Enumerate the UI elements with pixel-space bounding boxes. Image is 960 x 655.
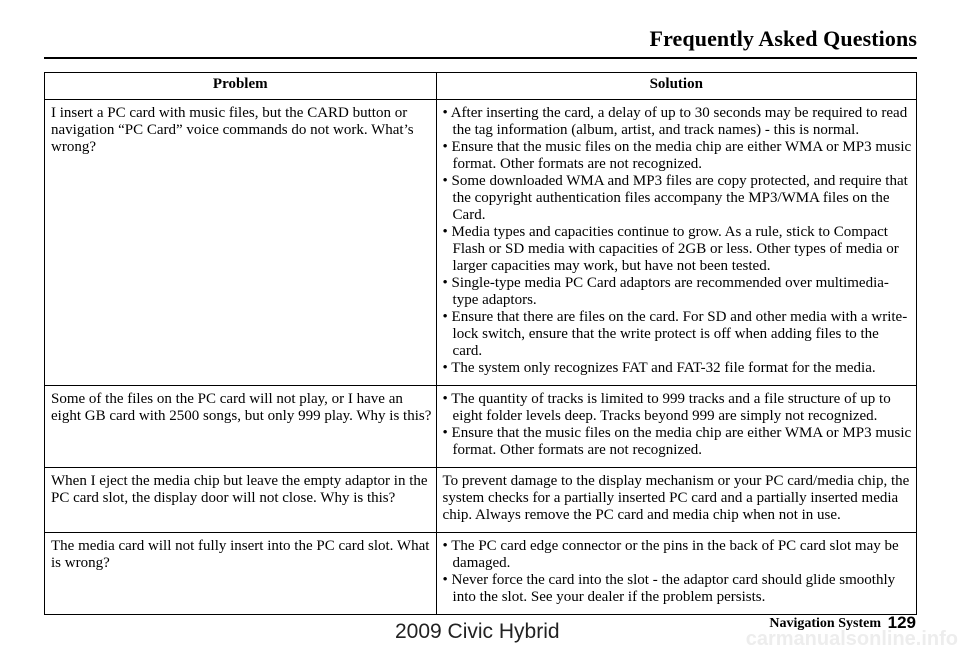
problem-cell: Some of the files on the PC card will not play, or I have an eight GB card with 2500 songs, but only 999 play. Why is this? [45,386,437,468]
column-header-problem: Problem [45,73,437,100]
solution-item: • Ensure that the music files on the media chip are either WMA or MP3 music format. Other formats are not recognized. [442,139,912,172]
table-header-row [45,73,917,100]
title-divider [44,57,917,59]
solution-list [443,391,912,459]
table-row [45,386,917,468]
vehicle-model-label: 2009 Civic Hybrid [395,620,560,643]
solution-cell [436,100,916,386]
solution-item: • Ensure that there are files on the card. For SD and other media with a write-lock switch, ensure that the write protect is off when adding files to the card. [442,309,908,359]
page-number: 129 [887,613,916,632]
table-row [45,468,917,533]
footer-section-label: Navigation System [769,616,881,631]
table-row [45,100,917,386]
problem-cell: When I eject the media chip but leave the empty adaptor in the PC card slot, the display door will not close. Why is this? [45,468,437,533]
solution-list [443,538,912,606]
table-row [45,533,917,615]
solution-item: • Ensure that the music files on the media chip are either WMA or MP3 music format. Other formats are not recognized. [442,425,912,458]
solution-item: • Media types and capacities continue to grow. As a rule, stick to Compact Flash or SD media with capacities of 2GB or less. Other types of media or larger capacities may work, but have not been tested. [442,224,899,274]
solution-item: • The PC card edge connector or the pins in the back of PC card slot may be damaged. [442,538,899,571]
faq-table [44,72,917,615]
solution-item: • The system only recognizes FAT and FAT-32 file format for the media. [442,360,876,376]
problem-cell: I insert a PC card with music files, but the CARD button or navigation “PC Card” voice commands do not work. What’s wrong? [45,100,437,386]
page-title: Frequently Asked Questions [649,26,917,51]
solution-item: • Some downloaded WMA and MP3 files are copy protected, and require that the copyright authentication files accompany the MP3/WMA files on the Card. [442,173,908,223]
column-header-solution: Solution [436,73,916,100]
solution-cell [436,386,916,468]
problem-cell: The media card will not fully insert into the PC card slot. What is wrong? [45,533,437,615]
solution-cell: To prevent damage to the display mechanism or your PC card/media chip, the system checks for a partially inserted PC card and a partially inserted media chip. Always remove the PC card and media chip when not in use. [436,468,916,533]
solution-item: • The quantity of tracks is limited to 999 tracks and a file structure of up to eight folder levels deep. Tracks beyond 999 are simply not recognized. [442,391,891,424]
solution-item: • Single-type media PC Card adaptors are recommended over multimedia-type adaptors. [442,275,889,308]
solution-list [443,105,912,377]
site-watermark: carmanualsonline.info [745,628,958,650]
solution-item: • Never force the card into the slot - the adaptor card should glide smoothly into the slot. See your dealer if the problem persists. [442,572,896,605]
solution-item: • After inserting the card, a delay of up to 30 seconds may be required to read the tag information (album, artist, and track names) - this is normal. [442,105,908,138]
solution-cell [436,533,916,615]
